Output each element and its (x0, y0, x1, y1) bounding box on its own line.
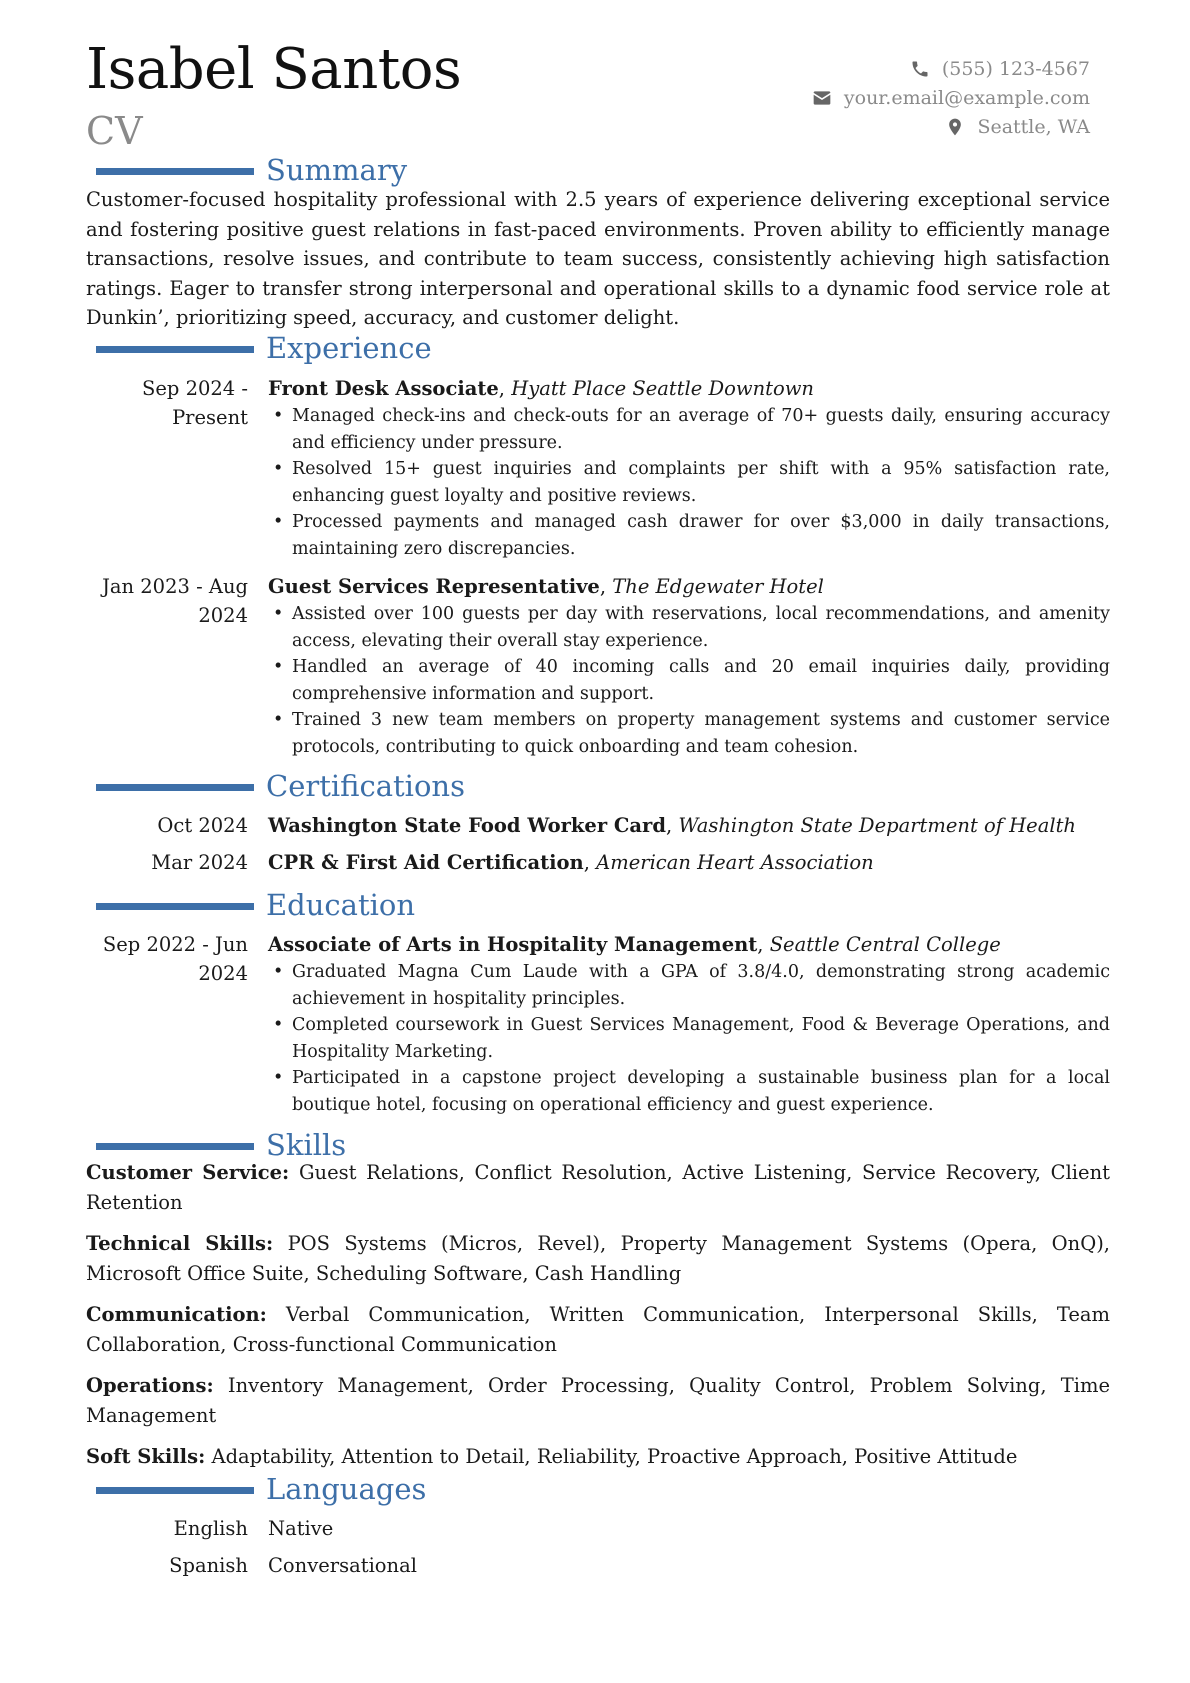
section-title: Certifications (266, 769, 465, 803)
skill-row (86, 1300, 1110, 1359)
entry-org: Seattle Central College (769, 933, 1001, 956)
entry-heading: Guest Services Representative, The Edgewater Hotel (268, 575, 824, 598)
map-pin-icon (945, 117, 965, 137)
language-level: Conversational (268, 1554, 417, 1577)
entry-date: Sep 2022 - Jun 2024 (102, 933, 248, 985)
entry-org: American Heart Association (596, 851, 874, 874)
entry-heading: Associate of Arts in Hospitality Management, Seattle Central College (268, 933, 1001, 956)
skill-row (86, 1158, 1110, 1217)
section-certifications-header (96, 769, 1096, 806)
contact-phone[interactable] (812, 54, 1090, 83)
skill-row (86, 1371, 1110, 1430)
bullet-item: • Participated in a capstone project developing a sustainable business plan for a local boutique hotel, focusing on operational efficiency and guest experience. (273, 1068, 1110, 1115)
contact-location (812, 112, 1090, 141)
section-rule (96, 1487, 254, 1494)
entry-bullets (268, 959, 1110, 1118)
bullet-item: • Resolved 15+ guest inquiries and complaints per shift with a 95% satisfaction rate, enhancing guest loyalty and positive reviews. (273, 459, 1110, 506)
section-title: Experience (266, 331, 432, 365)
bullet-item: • Handled an average of 40 incoming calls and 20 email inquiries daily, providing comprehensive information and support. (273, 657, 1110, 704)
skill-value: Guest Relations, Conflict Resolution, Active Listening, Service Recovery, Client Retention (86, 1161, 1110, 1214)
section-rule (96, 168, 254, 175)
document-subtitle: CV (86, 109, 143, 153)
section-languages-header (96, 1472, 1096, 1509)
entry-title: CPR & First Aid Certification (268, 851, 584, 874)
contact-email[interactable] (812, 83, 1090, 112)
entry-date: Oct 2024 (157, 814, 248, 837)
envelope-icon (812, 88, 832, 108)
entry-bullets (268, 601, 1110, 760)
entry-title: Front Desk Associate (268, 377, 499, 400)
location-text: Seattle, WA (977, 115, 1090, 138)
skill-value: Verbal Communication, Written Communication, Interpersonal Skills, Team Collaboration, Cross-functional Communication (86, 1303, 1110, 1356)
entry-content (268, 930, 1110, 1118)
entry-heading: CPR & First Aid Certification, American Heart Association (268, 851, 874, 874)
entry-date: Mar 2024 (151, 851, 248, 874)
skill-value: POS Systems (Micros, Revel), Property Management Systems (Opera, OnQ), Microsoft Office Suite, Scheduling Software, Cash Handling (86, 1232, 1111, 1285)
section-title: Skills (266, 1128, 347, 1162)
section-title: Summary (266, 153, 408, 187)
entry-content (268, 572, 1110, 760)
entry-heading: Front Desk Associate, Hyatt Place Seattle Downtown (268, 377, 814, 400)
entry-org: The Edgewater Hotel (612, 575, 824, 598)
entry-date: Jan 2023 - Aug 2024 (102, 575, 248, 627)
skill-label: Operations: (86, 1374, 214, 1397)
phone-text: (555) 123-4567 (941, 57, 1090, 80)
entry-date: Sep 2024 - Present (142, 377, 248, 429)
skill-label: Communication: (86, 1303, 267, 1326)
bullet-item: • Managed check-ins and check-outs for an average of 70+ guests daily, ensuring accuracy and efficiency under pressure. (273, 406, 1110, 453)
bullet-item: • Completed coursework in Guest Services Management, Food & Beverage Operations, and Hospitality Marketing. (273, 1015, 1110, 1062)
entry-title: Washington State Food Worker Card (268, 814, 666, 837)
email-text: your.email@example.com (843, 86, 1090, 109)
entry-org: Washington State Department of Health (678, 814, 1076, 837)
bullet-item: • Processed payments and managed cash drawer for over $3,000 in daily transactions, maintaining zero discrepancies. (273, 512, 1110, 559)
skill-label: Customer Service: (86, 1161, 290, 1184)
entry-heading: Washington State Food Worker Card, Washington State Department of Health (268, 814, 1076, 837)
entry-bullets (268, 403, 1110, 562)
bullet-item: • Graduated Magna Cum Laude with a GPA of 3.8/4.0, demonstrating strong academic achievement in hospitality principles. (273, 962, 1110, 1009)
section-rule (96, 346, 254, 353)
section-title: Education (266, 888, 416, 922)
entry-content (268, 811, 1110, 840)
section-rule (96, 903, 254, 910)
candidate-name: Isabel Santos (86, 37, 462, 102)
entry-title: Guest Services Representative (268, 575, 600, 598)
entry-content (268, 848, 1110, 877)
skill-label: Technical Skills: (86, 1232, 274, 1255)
skill-label: Soft Skills: (86, 1445, 206, 1468)
skill-row (86, 1229, 1110, 1288)
skill-value: Adaptability, Attention to Detail, Reliability, Proactive Approach, Positive Attitude (211, 1445, 1018, 1468)
section-rule (96, 784, 254, 791)
section-title: Languages (266, 1472, 427, 1506)
section-experience-header (96, 331, 1096, 368)
bullet-item: • Assisted over 100 guests per day with reservations, local recommendations, and amenity access, elevating their overall stay experience. (273, 604, 1110, 651)
section-education-header (96, 888, 1096, 925)
skill-row (86, 1442, 1110, 1472)
skill-value: Inventory Management, Order Processing, Quality Control, Problem Solving, Time Management (86, 1374, 1111, 1427)
contact-info (812, 54, 1090, 141)
section-rule (96, 1143, 254, 1150)
entry-content (268, 374, 1110, 562)
entry-title: Associate of Arts in Hospitality Management (268, 933, 758, 956)
summary-text: Customer-focused hospitality professional with 2.5 years of experience delivering exceptional service and fostering positive guest relations in fast-paced environments. Proven ability to efficiently manage transactions, resolve issues, and contribute to team success, consistently achieving high satisfaction ratings. Eager to transfer strong interpersonal and operational skills to a dynamic food service role at Dunkin’, prioritizing speed, accuracy, and customer delight. (86, 188, 1110, 329)
language-level: Native (268, 1517, 334, 1540)
entry-org: Hyatt Place Seattle Downtown (511, 377, 814, 400)
language-name: English (173, 1517, 248, 1540)
language-name: Spanish (169, 1554, 248, 1577)
bullet-item: • Trained 3 new team members on property management systems and customer service protocols, contributing to quick onboarding and team cohesion. (273, 710, 1110, 757)
phone-icon (910, 59, 930, 79)
